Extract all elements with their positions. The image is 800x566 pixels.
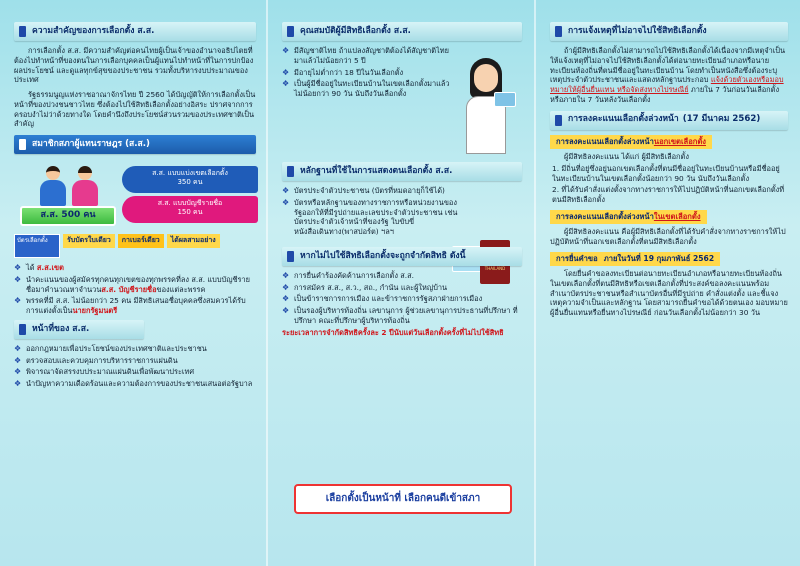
column-middle — [268, 0, 534, 566]
list-item: ❖ ได้ ส.ส.เขต — [14, 263, 256, 273]
duties-title: หน้าที่ของ ส.ส. — [32, 323, 90, 334]
list-item: ❖ พิจารณาจัดสรรงบประมาณแผ่นดินเพื่อพัฒนาประเทศ — [14, 367, 256, 377]
list-item: ❖ ตรวจสอบและควบคุมการบริหารราชการแผ่นดิน — [14, 356, 256, 366]
qualification-heading — [282, 22, 522, 41]
inside-district-highlight: ในเขตเลือกตั้ง — [653, 212, 701, 222]
tag-one-number: กาเบอร์เดียว — [118, 234, 164, 248]
lost-rights-heading — [282, 247, 522, 266]
ballot-icon: บัตรเลือกตั้ง — [14, 234, 60, 258]
man-icon — [38, 166, 68, 206]
party-list-pill — [122, 196, 258, 223]
restriction-period-note: ระยะเวลาการจำกัดสิทธิครั้งละ 2 ปีนับแต่วันเลือกตั้งครั้งที่ไม่ไปใช้สิทธิ — [282, 327, 504, 337]
evidence-list — [282, 186, 462, 237]
lost-rights-list — [282, 271, 522, 326]
party-list-mp-highlight: ส.ส. บัญชีรายชื่อ — [101, 284, 157, 294]
lost-rights-title: หากไม่ไปใช้สิทธิเลือกตั้งจะถูกจำกัดสิทธิ ดังนี้ — [300, 250, 466, 261]
constituency-label: ส.ส. แบบแบ่งเขตเลือกตั้ง — [152, 169, 228, 178]
notify-heading — [550, 22, 788, 41]
registration-date: ภายในวันที่ 19 กุมภาพันธ์ 2562 — [603, 253, 715, 263]
constituency-pill — [122, 166, 258, 193]
outside-district-heading: การลงคะแนนเลือกตั้งล่วงหน้านอกเขตเลือกตั้ง — [550, 135, 712, 149]
notify-title: การแจ้งเหตุที่ไม่อาจไปใช้สิทธิเลือกตั้ง — [568, 25, 707, 36]
qualification-title: คุณสมบัติผู้มีสิทธิเลือกตั้ง ส.ส. — [300, 25, 411, 36]
mp-total-badge: ส.ส. 500 คน — [20, 206, 116, 226]
duties-list — [14, 344, 256, 389]
passport-icon: THAILAND — [480, 240, 510, 284]
importance-paragraph-2: รัฐธรรมนูญแห่งราชอาณาจักรไทย ปี 2560 ได้บัญญัติให้การเลือกตั้งเป็นหน้าที่ของปวงชนชาวไทย ซึ่งต้องไปใช้สิทธิเลือกตั้งอย่างอิสระ ปราศจากการครอบงำไม่ว่าด้วยทางใด โดยคำนึงถึงประโยชน์ส่วนรวมของประเทศชาติเป็นสำคัญ — [14, 90, 256, 129]
people-illustration — [32, 162, 112, 206]
constituency-mp-highlight: ส.ส.เขต — [36, 263, 64, 273]
list-item: ❖ บัตรหรือหลักฐานของทางราชการหรือหน่วยงานของรัฐออกให้ที่มีรูปถ่ายและเลขประจำตัวประชาชน เช่น บัตรประจำตัวเจ้าหน้าที่ของรัฐ ใบขับขี่ หนังสือเดินทาง(พาสปอร์ต) ฯลฯ — [282, 198, 462, 237]
qualification-list — [282, 46, 452, 99]
list-item: ❖ มีสัญชาติไทย ถ้าแปลงสัญชาติต้องได้สัญชาติไทยมาแล้วไม่น้อยกว่า 5 ปี — [282, 46, 452, 66]
notify-paragraph: ถ้าผู้มีสิทธิเลือกตั้งไม่สามารถไปใช้สิทธิเลือกตั้งได้เนื่องจากมีเหตุจำเป็น ให้แจ้งเหตุที่ไม่อาจไปใช้สิทธิเลือกตั้งได้ต่อนายทะเบียนอำเภอหรือนายทะเบียนท้องถิ่นที่ตนมีชื่ออยู่ในทะเบียนบ้าน โดยทำเป็นหนังสือซึ่งต้องระบุเหตุประจำตัวประชาชนและแสดงหลักฐานประกอบ แจ้งด้วยตัวเองหรือมอบหมายให้ผู้อื่นยื่นแทน หรือจัดส่งทางไปรษณีย์ ภายใน 7 วันก่อนวันเลือกตั้ง หรือภายใน 7 วันหลังวันเลือกตั้ง — [550, 46, 786, 104]
importance-paragraph-1: การเลือกตั้ง ส.ส. มีความสำคัญต่อคนไทยผู้เป็นเจ้าของอำนาจอธิปไตยที่ต้องไปทำหน้าที่ของตนในการเลือกบุคคลเป็นผู้แทนไปทำหน้าที่ในการปกป้องผลประโยชน์ และดูแลทุกข์สุขของประชาชน รวมทั้งบริหารงบประมาณของประเทศ — [14, 46, 254, 85]
registration-label: การยื่นคำขอ — [556, 253, 598, 263]
outside-steps — [550, 164, 788, 204]
registration-text: โดยยื่นคำขอลงทะเบียนต่อนายทะเบียนอำเภอหรือนายทะเบียนท้องถิ่นในเขตเลือกตั้งที่ตนมีสิทธิหรือเขตเลือกตั้งที่ประสงค์ขอลงคะแนนพร้อมสำเนาบัตรประชาชนหรือสำเนาบัตรอื่นที่มีรูปถ่าย คำสั่งแต่งตั้ง และชี้แจงเหตุความจำเป็นและหลักฐาน โดยสามารถยื่นคำขอได้ด้วยตนเอง มอบหมายผู้อื่นยื่นแทนหรือยื่นทางไปรษณีย์ ก่อนวันเลือกตั้งไม่น้อยกว่า 30 วัน — [550, 269, 788, 318]
outside-district-highlight: นอกเขตเลือกตั้ง — [653, 136, 706, 146]
party-list-count: 150 คน — [177, 207, 203, 216]
tag-one-ballot: รับบัตรใบเดียว — [63, 234, 115, 248]
list-item: ❖ ออกกฎหมายเพื่อประโยชน์ของประเทศชาติและประชาชน — [14, 344, 256, 354]
mp-heading — [14, 135, 256, 154]
party-list-label: ส.ส. แบบบัญชีรายชื่อ — [157, 199, 223, 208]
list-item: ❖ มีอายุไม่ต่ำกว่า 18 ปีในวันเลือกตั้ง — [282, 68, 452, 78]
list-item: ❖ พรรคที่มี ส.ส. ไม่น้อยกว่า 25 คน มีสิทธิเสนอชื่อบุคคลซึ่งสมควรได้รับการแต่งตั้งเป็นนายกรัฐมนตรี — [14, 296, 256, 316]
prime-minister-highlight: นายกรัฐมนตรี — [72, 306, 118, 316]
list-item: ❖ นำคะแนนของผู้สมัครทุกคนทุกเขตของทุกพรรคที่ลง ส.ส. แบบบัญชีรายชื่อมาคำนวณหาจำนวนส.ส. บัญชีรายชื่อของแต่ละพรรค — [14, 275, 256, 295]
mp-results-list — [14, 263, 256, 316]
advance-heading — [550, 111, 788, 130]
voter-girl-illustration — [460, 58, 514, 154]
mp-infographic — [14, 158, 256, 230]
woman-icon — [70, 166, 100, 206]
registration-heading — [550, 252, 720, 266]
list-item: 1. มีถิ่นที่อยู่ซึ่งอยู่นอกเขตเลือกตั้งที่ตนมีชื่ออยู่ในทะเบียนบ้านหรือมีชื่ออยู่ในทะเบียนบ้านในเขตเลือกตั้งน้อยกว่า 90 วัน นับถึงวันเลือกตั้ง — [552, 164, 780, 184]
outside-intro: ผู้มีสิทธิลงคะแนน ได้แก่ ผู้มีสิทธิเลือกตั้ง — [564, 151, 689, 161]
importance-title: ความสำคัญของการเลือกตั้ง ส.ส. — [32, 25, 155, 36]
notify-method-highlight: แจ้งด้วยตัวเองหรือมอบหมายให้ผู้อื่นยื่นแทน หรือจัดส่งทางไปรษณีย์ — [550, 75, 784, 95]
constituency-count: 350 คน — [177, 177, 203, 186]
list-item: ❖ บัตรประจำตัวประชาชน (บัตรที่หมดอายุก็ใช้ได้) — [282, 186, 512, 196]
inside-text: ผู้มีสิทธิลงคะแนน คือผู้มีสิทธิเลือกตั้งที่ได้รับคำสั่งจากทางราชการให้ไปปฏิบัติหน้าที่นอกเขตเลือกตั้งที่ตนมีสิทธิเลือกตั้ง — [550, 227, 786, 247]
advance-date: (17 มีนาคม 2562) — [682, 114, 761, 125]
ballot-row — [14, 234, 256, 258]
qualification-section — [282, 46, 522, 158]
list-item: ❖ การสมัคร ส.ส., ส.ว., สถ., กำนัน และผู้ใหญ่บ้าน — [282, 283, 522, 293]
list-item: ❖ เป็นรองผู้บริหารท้องถิ่น เลขานุการ ผู้ช่วยเลขานุการประธานที่ปรึกษา ที่ปรึกษา คณะที่ปรึกษาผู้บริหารท้องถิ่น — [282, 306, 522, 326]
tag-three-results: ได้ผลสามอย่าง — [167, 234, 220, 248]
mp-title: สมาชิกสภาผู้แทนราษฎร (ส.ส.) — [32, 138, 150, 149]
list-item: ❖ นำปัญหาความเดือดร้อนและความต้องการของประชาชนเสนอต่อรัฐบาล — [14, 379, 256, 389]
column-left — [0, 0, 266, 566]
list-item: ❖ เป็นผู้มีชื่ออยู่ในทะเบียนบ้านในเขตเลือกตั้งมาแล้วไม่น้อยกว่า 90 วัน นับถึงวันเลือกตั้ง — [282, 79, 452, 99]
id-card-icon — [494, 92, 516, 107]
evidence-title: หลักฐานที่ใช้ในการแสดงตนเลือกตั้ง ส.ส. — [300, 165, 453, 176]
inside-district-heading: การลงคะแนนเลือกตั้งล่วงหน้าในเขตเลือกตั้ง — [550, 210, 707, 224]
list-item: ❖ เป็นข้าราชการการเมือง และข้าราชการรัฐสภาฝ่ายการเมือง — [282, 294, 522, 304]
slogan-box: เลือกตั้งเป็นหน้าที่ เลือกคนดีเข้าสภา — [294, 484, 512, 514]
advance-title: การลงคะแนนเลือกตั้งล่วงหน้า — [568, 114, 679, 125]
importance-heading — [14, 22, 256, 41]
evidence-heading — [282, 162, 522, 181]
duties-heading — [14, 320, 144, 339]
list-item: ❖ การยื่นคำร้องคัดค้านการเลือกตั้ง ส.ส. — [282, 271, 522, 281]
column-right — [536, 0, 800, 566]
list-item: 2. ที่ได้รับคำสั่งแต่งตั้งจากทางราชการให้ไปปฏิบัติหน้าที่นอกเขตเลือกตั้งที่ตนมีสิทธิเลือกตั้ง — [552, 184, 785, 204]
